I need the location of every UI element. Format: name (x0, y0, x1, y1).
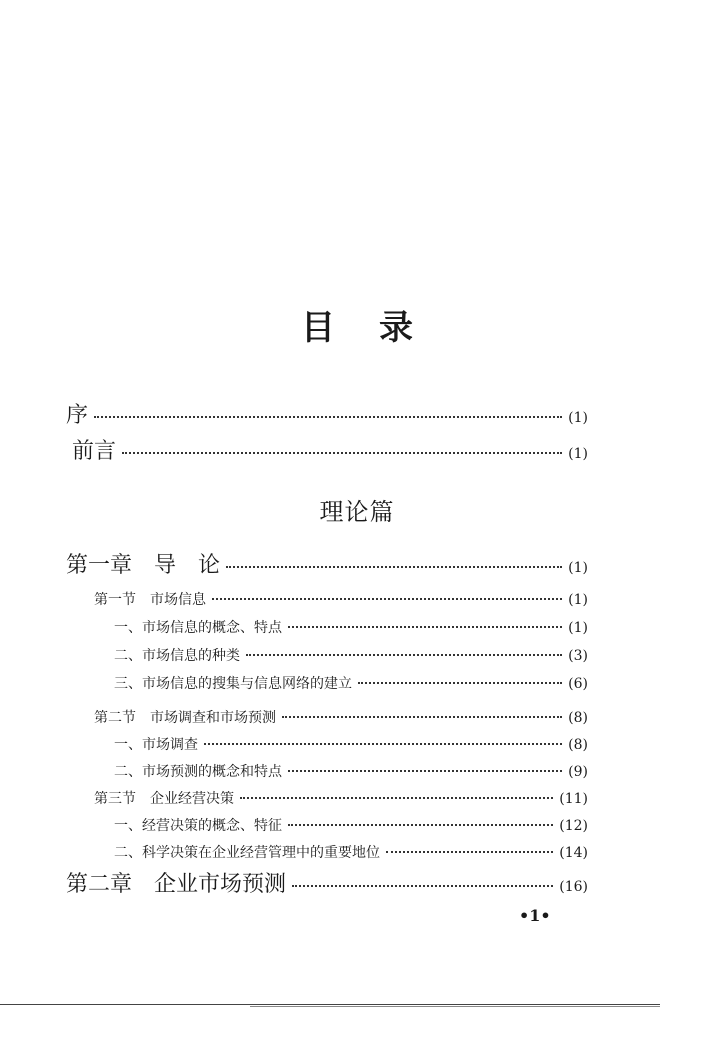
toc-label: 一、经营决策的概念、特征 (114, 818, 282, 834)
dot-leader (288, 770, 562, 772)
toc-page: (1) (568, 592, 588, 608)
toc-label: 二、科学决策在企业经营管理中的重要地位 (114, 845, 380, 861)
dot-leader (212, 598, 562, 600)
toc-entry-item[interactable] (114, 815, 588, 835)
toc-page: (11) (559, 791, 588, 807)
title-char-2: 录 (379, 308, 413, 348)
toc-page: (16) (559, 879, 588, 895)
dot-leader (386, 851, 553, 853)
toc-page: (1) (568, 446, 588, 462)
toc-page: (1) (568, 560, 588, 576)
toc-label: 第三节 企业经营决策 (94, 791, 234, 807)
part-title: 理论篇 (319, 498, 395, 526)
dot-leader (292, 885, 553, 887)
scan-edge-line (0, 1004, 660, 1005)
toc-page: (1) (568, 620, 588, 636)
toc-page: (1) (568, 410, 588, 426)
dot-leader (358, 682, 562, 684)
dot-leader (288, 626, 562, 628)
toc-entry-item[interactable] (114, 673, 588, 693)
toc-page: (8) (568, 710, 588, 726)
toc-entry-item[interactable] (114, 645, 588, 665)
toc-label: 一、市场调查 (114, 737, 198, 753)
toc-entry-section[interactable] (94, 707, 588, 727)
page-title (0, 300, 714, 349)
toc-page: (6) (568, 676, 588, 692)
toc-page: (9) (568, 764, 588, 780)
toc-entry-chapter[interactable] (66, 867, 588, 898)
dot-leader (226, 566, 562, 568)
toc-label: 二、市场预测的概念和特点 (114, 764, 282, 780)
dot-leader (288, 824, 553, 826)
toc-label: 序 (66, 403, 89, 428)
toc-page: (8) (568, 737, 588, 753)
toc-row-preface[interactable] (66, 398, 588, 429)
toc-page: (3) (568, 648, 588, 664)
toc-entry-item[interactable] (114, 842, 588, 862)
toc-entry-item[interactable] (114, 617, 588, 637)
toc-label: 第二章 企业市场预测 (66, 872, 287, 897)
toc-entry-item[interactable] (114, 734, 588, 754)
toc-row-foreword[interactable] (72, 434, 588, 465)
toc-label: 二、市场信息的种类 (114, 648, 240, 664)
toc-label: 一、市场信息的概念、特点 (114, 620, 282, 636)
dot-leader (122, 452, 562, 454)
dot-leader (240, 797, 553, 799)
toc-page: (14) (559, 845, 588, 861)
toc-entry-item[interactable] (114, 761, 588, 781)
toc-entry-section[interactable] (94, 589, 588, 609)
dot-leader (94, 416, 562, 418)
toc-entry-section[interactable] (94, 788, 588, 808)
toc-label: 前言 (72, 439, 117, 464)
toc-entry-chapter[interactable] (66, 548, 588, 579)
dot-leader (204, 743, 562, 745)
scan-edge-line (250, 1006, 660, 1007)
dot-leader (246, 654, 562, 656)
toc-label: 第一节 市场信息 (94, 592, 206, 608)
toc-label: 第二节 市场调查和市场预测 (94, 710, 276, 726)
title-char-1: 目 (301, 308, 335, 348)
dot-leader (282, 716, 562, 718)
page-number: •1• (519, 906, 551, 925)
toc-page: (12) (559, 818, 588, 834)
toc-label: 三、市场信息的搜集与信息网络的建立 (114, 676, 352, 692)
toc-label: 第一章 导 论 (66, 553, 221, 578)
